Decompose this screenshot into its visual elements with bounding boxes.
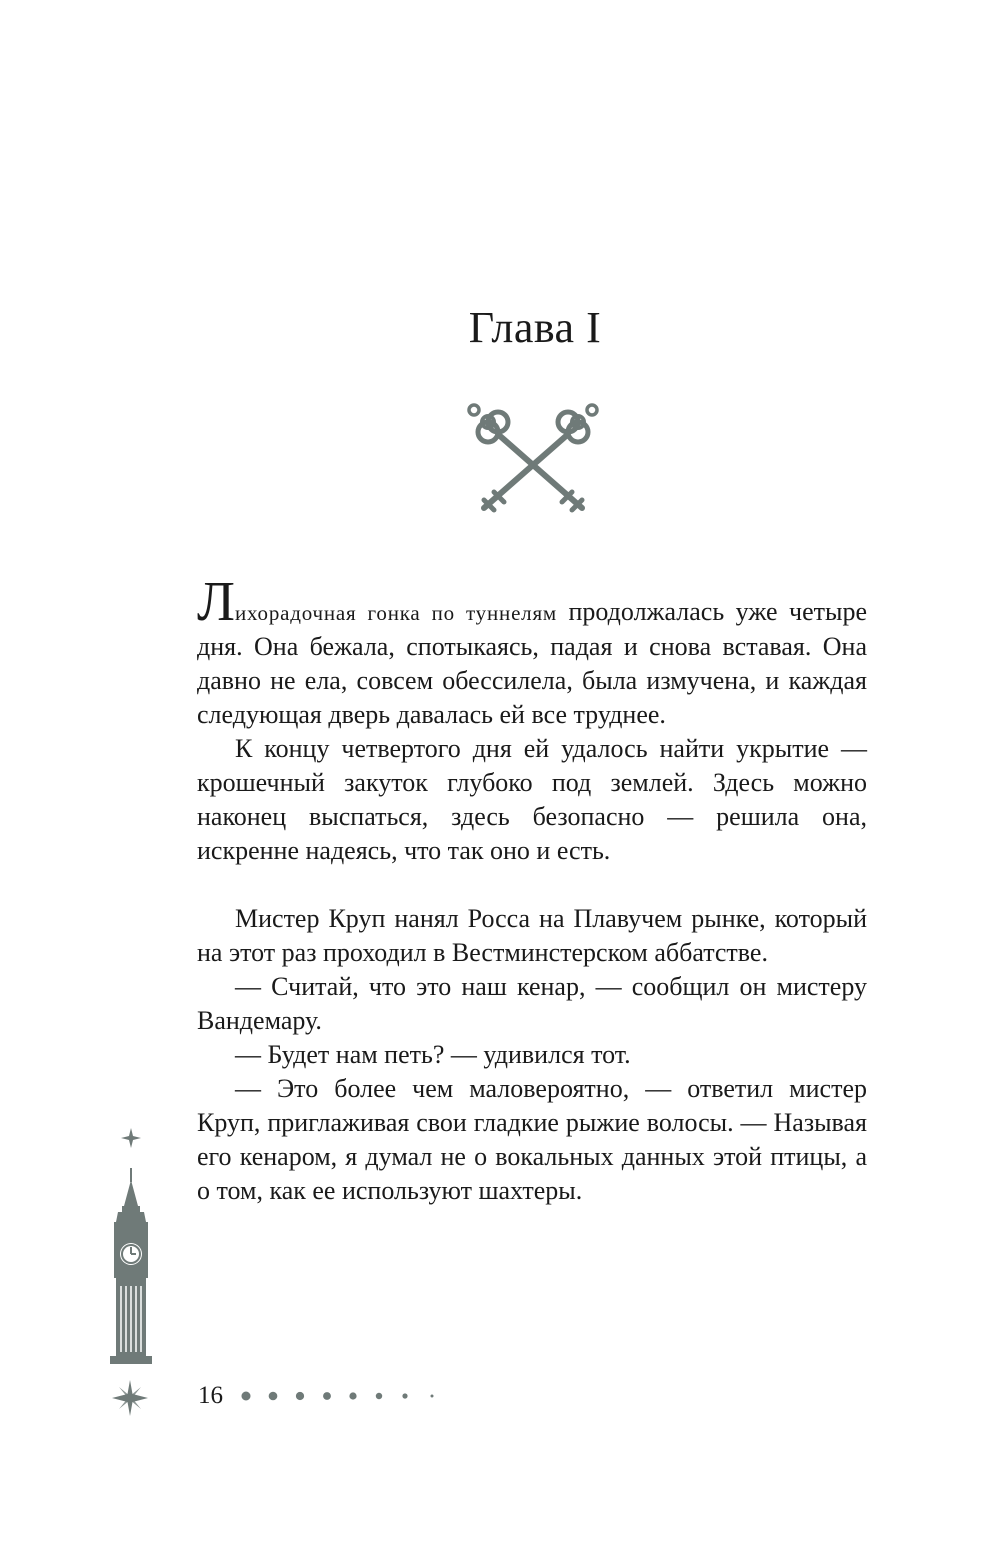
decorative-dots <box>240 1388 440 1404</box>
small-caps-lead: ихорадочная гонка по туннелям <box>234 601 558 625</box>
paragraph: — Будет нам петь? — удивился тот. <box>235 1040 631 1069</box>
crossed-keys-icon <box>466 400 600 516</box>
big-ben-tower-icon <box>108 1128 154 1368</box>
chapter-title: Глава I <box>468 303 602 352</box>
paragraph-text: продолжалась уже четыре дня. Она бежала, спотыкаясь, падая и снова вставая. Она давно не ела, совсем обессилела, была измучена, и каждая следующая дверь давалась ей все труднее. <box>197 597 867 729</box>
chapter-text <box>197 571 867 1208</box>
drop-cap: Л <box>197 571 235 633</box>
paragraph <box>197 571 867 732</box>
paragraph: — Это более чем маловероятно, — ответил мистер Круп, приглаживая свои гладкие рыжие волосы. — Называя его кенаром, я думал не о вокальных данных этой птицы, а о том, как ее используют шахтеры. <box>197 1074 867 1205</box>
paragraph: — Считай, что это наш кенар, — сообщил он мистеру Вандемару. <box>197 972 867 1035</box>
page-number: 16 <box>198 1382 223 1409</box>
paragraph: К концу четвертого дня ей удалось найти укрытие — крошечный закуток глубоко под землей. Здесь можно наконец выспаться, здесь безопасно — решила она, искренне надеясь, что так оно и есть. <box>197 734 867 865</box>
paragraph: Мистер Круп нанял Росса на Плавучем рынке, который на этот раз проходил в Вестминстерском аббатстве. <box>197 904 867 967</box>
sparkle-star-icon <box>112 1380 148 1416</box>
